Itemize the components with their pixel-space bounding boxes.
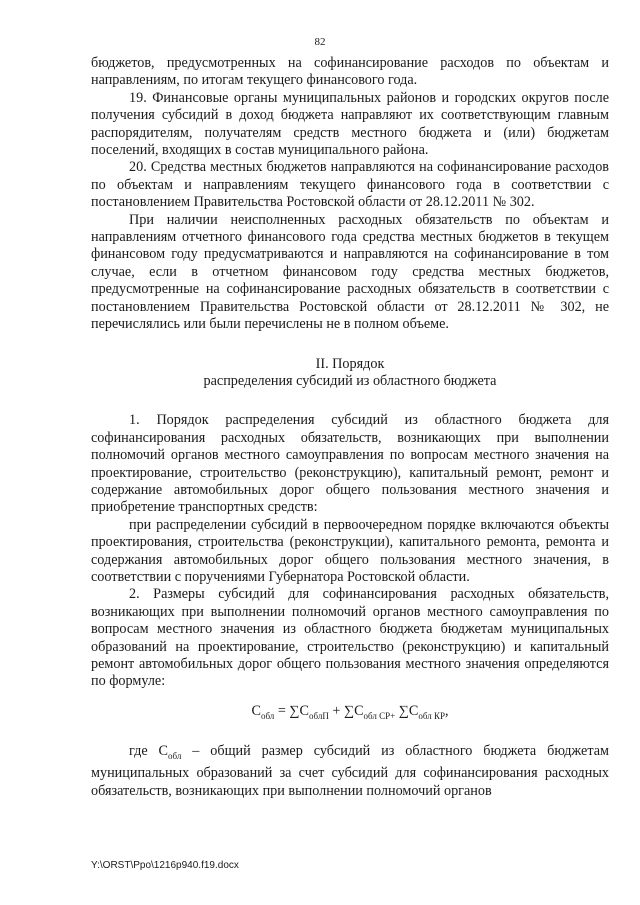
spacer [91, 334, 609, 356]
paragraph-where [91, 743, 609, 800]
paragraph-19: 19. Финансовые органы муниципальных районов и городских округов после получения субсидий в доход бюджета направляют их соответствующим главным распорядителям, получателям средств местного бюджета и (или) бюджетам поселений, входящих в состав муниципального района. [91, 89, 609, 159]
formula-plus2: ∑С [395, 702, 419, 719]
spacer [91, 390, 609, 412]
section-paragraph-priority: при распределении субсидий в первоочередном порядке включаются объекты проектирования, строительства (реконструкции), капитального ремонта, ремонта и содержания автомобильных дорог общего пользования местного значения, в соответствии с поручениями Губернатора Ростовской области. [91, 516, 609, 585]
formula-plus1: + ∑С [328, 702, 364, 719]
section-heading-title: распределения субсидий из областного бюджета [203, 372, 497, 389]
formula-lhs: С [251, 702, 261, 719]
paragraph-continuation: бюджетов, предусмотренных на софинансирование расходов по объектам и направлениям, по итогам текущего финансового года. [91, 55, 609, 89]
document-body [91, 55, 609, 800]
where-rest: – общий размер субсидий из областного бюджета бюджетам муниципальных образований за счет субсидий для софинансирования расходных обязательств, возникающих при выполнении полномочий органов [91, 743, 609, 799]
section-paragraph-1: 1. Порядок распределения субсидий из областного бюджета для софинансирования расходных обязательств, возникающих при выполнении полномочий органов местного самоуправления по вопросам местного значения на проектирование, строительство (реконструкцию), капитальный ремонт, ремонт и содержание автомобильных дорог общего пользования местного значения и приобретение транспортных средств: [91, 412, 609, 516]
where-sub: обл [168, 750, 182, 761]
subsidy-formula [91, 703, 609, 725]
formula-term1-sub: облП [309, 710, 329, 721]
footer-file-path: Y:\ORST\Ppo\1216p940.f19.docx [91, 860, 239, 871]
formula-term2-sub: обл СР+ [363, 710, 396, 721]
paragraph-20: 20. Средства местных бюджетов направляются на софинансирование расходов по объектам и направлениям текущего финансового года в соответствии с постановлением Правительства Ростовской области от 28.12.2011 № 302. [91, 159, 609, 211]
section-heading-number: II. Порядок [315, 355, 385, 372]
formula-eq: = ∑С [274, 702, 309, 719]
formula-term3-sub: обл КР [418, 710, 445, 721]
page-number: 82 [314, 36, 326, 48]
paragraph-unfulfilled-obligations: При наличии неисполненных расходных обязательств по объектам и направлениям отчетного финансового года средства местных бюджетов в текущем финансовом году предусматриваются и направляются на софинансирование в том случае, если в отчетном финансовом году средства местных бюджетов, предусмотренные на софинансирование расходных обязательств в соответствии с постановлением Правительства Ростовской области от 28.12.2011 № 302, не перечислялись или были перечислены не в полном объеме. [91, 211, 609, 333]
formula-end: , [444, 702, 449, 719]
formula-lhs-sub: обл [260, 710, 275, 721]
section-paragraph-2: 2. Размеры субсидий для софинансирования расходных обязательств, возникающих при выполнении полномочий органов местного самоуправления по вопросам местного значения из областного бюджета бюджетам муниципальных образований на проектирование, строительство (реконструкцию) и капитальный ремонт автомобильных дорог общего пользования местного значения определяются по формуле: [91, 586, 609, 690]
where-prefix: где С [129, 743, 169, 760]
